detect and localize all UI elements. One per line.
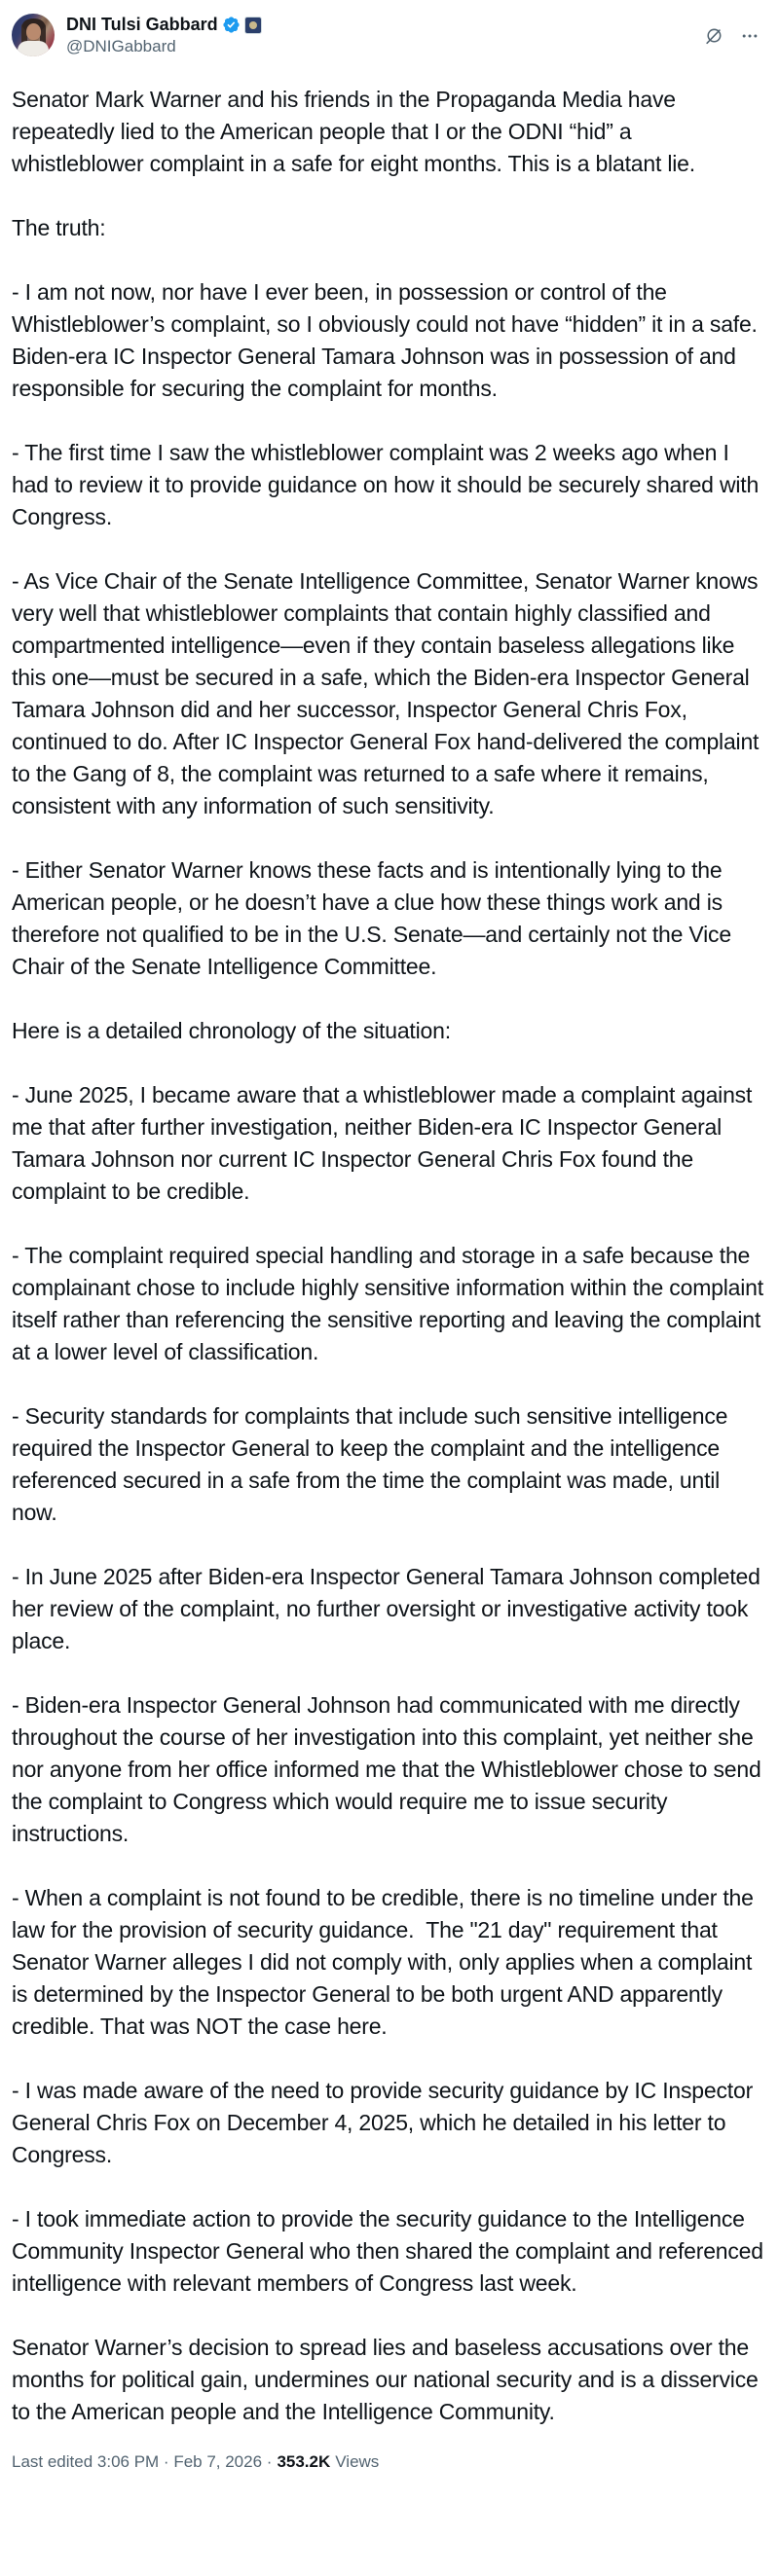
avatar-detail bbox=[26, 23, 41, 40]
post-paragraph: - I was made aware of the need to provide security guidance by IC Inspector General Chris Fox on December 4, 2025, which he detailed in his letter to Congress. bbox=[12, 2078, 760, 2167]
views-label: Views bbox=[335, 2452, 380, 2471]
display-name[interactable]: DNI Tulsi Gabbard bbox=[66, 15, 218, 34]
avatar-detail bbox=[18, 41, 49, 56]
views-count: 353.2K bbox=[277, 2452, 331, 2471]
timestamp-meta: Last edited 3:06 PM · Feb 7, 2026 · bbox=[12, 2452, 273, 2471]
grok-actions-icon[interactable] bbox=[703, 25, 724, 47]
post-paragraph: - The first time I saw the whistleblower complaint was 2 weeks ago when I had to review it to provide guidance on how it should be securely shared with Congress. bbox=[12, 440, 765, 529]
verified-badge-icon bbox=[222, 16, 241, 34]
post-paragraph: - In June 2025 after Biden-era Inspector General Tamara Johnson completed her review of the complaint, no further oversight or investigative activity took place. bbox=[12, 1564, 766, 1653]
avatar[interactable] bbox=[12, 14, 55, 56]
post-paragraph: - When a complaint is not found to be credible, there is no timeline under the law for the provision of security guidance. The "21 day" requirement that Senator Warner alleges I did not comply with, only applies when a complaint is determined by the Inspector General to be both urgent AND apparently credible. That was NOT the case here. bbox=[12, 1885, 760, 2039]
header-actions bbox=[703, 14, 767, 47]
tweet-header bbox=[12, 14, 767, 56]
post-paragraph: - Security standards for complaints that include such sensitive intelligence required the Inspector General to keep the complaint and the intelligence referenced secured in a safe from the time the complaint was made, until now. bbox=[12, 1403, 734, 1525]
tweet-footer bbox=[12, 2451, 767, 2472]
post-paragraph: Here is a detailed chronology of the situation: bbox=[12, 1018, 451, 1043]
more-menu-icon[interactable] bbox=[740, 26, 760, 46]
post-paragraph: - As Vice Chair of the Senate Intelligence Committee, Senator Warner knows very well that whistleblower complaints that contain highly classified and compartmented intelligence—even if they contain baseless allegations like this one—must be secured in a safe, which the Biden-era Inspector General Tamara Johnson did and her successor, Inspector General Chris Fox, continued to do. After IC Inspector General Fox hand-delivered the complaint to the Gang of 8, the complaint was returned to a safe where it remains, consistent with any information of such sensitivity. bbox=[12, 568, 765, 818]
post-paragraph: Senator Mark Warner and his friends in the Propaganda Media have repeatedly lied to the American people that I or the ODNI “hid” a whistleblower complaint in a safe for eight months. This is a blatant lie. bbox=[12, 87, 695, 176]
post-paragraph: - Biden-era Inspector General Johnson had communicated with me directly throughout the course of her investigation into this complaint, yet neither she nor anyone from her office informed me that the Whistleblower chose to send the complaint to Congress which would require me to issue security instructions. bbox=[12, 1692, 767, 1846]
identity-block bbox=[66, 14, 262, 56]
tweet-body bbox=[12, 84, 770, 2428]
post-paragraph: - The complaint required special handling and storage in a safe because the complainant chose to include highly sensitive information within the complaint itself rather than referencing the sensitive reporting and leaving the complaint at a lower level of classification. bbox=[12, 1243, 770, 1364]
post-paragraph: - I am not now, nor have I ever been, in possession or control of the Whistleblower’s complaint, so I obviously could not have “hidden” it in a safe. Biden-era IC Inspector General Tamara Johnson was in possession of and responsible for securing the complaint for months. bbox=[12, 279, 763, 401]
post-paragraph: - Either Senator Warner knows these facts and is intentionally lying to the American people, or he doesn’t have a clue how these things work and is therefore not qualified to be in the U.S. Senate—and certainly not the Vice Chair of the Senate Intelligence Committee. bbox=[12, 857, 738, 979]
post-paragraph: The truth: bbox=[12, 215, 106, 240]
post-paragraph: - I took immediate action to provide the security guidance to the Intelligence Community Inspector General who then shared the complaint and referenced intelligence with relevant members of Congress last week. bbox=[12, 2206, 770, 2296]
user-handle[interactable]: @DNIGabbard bbox=[66, 37, 176, 55]
post-paragraph: - June 2025, I became aware that a whistleblower made a complaint against me that after further investigation, neither Biden-era IC Inspector General Tamara Johnson nor current IC Inspector General Chris Fox found the complaint to be credible. bbox=[12, 1082, 759, 1204]
name-row bbox=[66, 15, 262, 35]
affiliate-badge-icon[interactable] bbox=[244, 17, 262, 34]
post-paragraph: Senator Warner’s decision to spread lies and baseless accusations over the months for political gain, undermines our national security and is a disservice to the American people and the Intelligence Community. bbox=[12, 2335, 764, 2424]
